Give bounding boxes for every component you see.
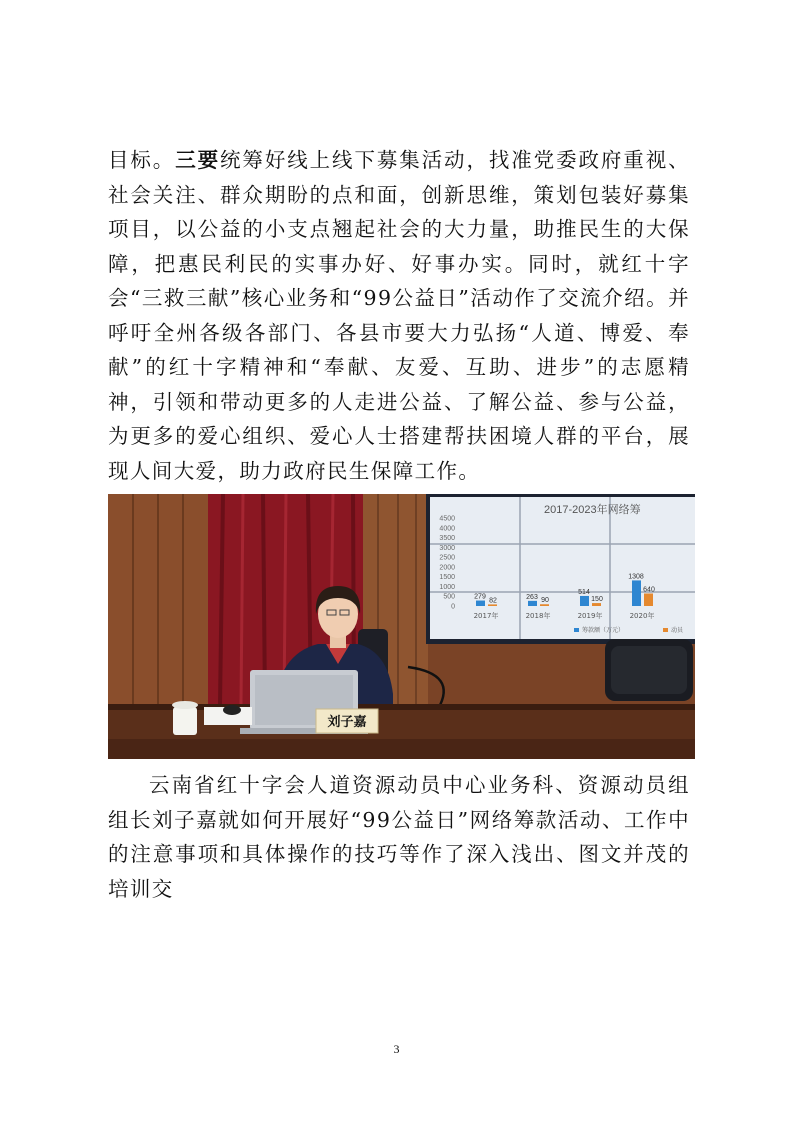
screen-value-count: 640 [643,586,655,594]
screen-y-tick: 500 [443,593,455,601]
screen-bar-amount [580,596,589,606]
page-number: 3 [393,1042,400,1056]
display-screen [426,494,695,644]
mouse [223,705,241,715]
screen-value-amount: 263 [526,593,538,601]
screen-y-tick: 0 [451,603,455,611]
screen-y-tick: 1000 [439,583,455,591]
body-paragraph-2 [108,768,690,906]
screen-legend-amount: 筹款额（万元） [582,628,625,634]
screen-value-count: 82 [489,597,497,605]
screen-value-amount: 1308 [628,573,644,581]
paragraph-text: 云南省红十字会人道资源动员中心业务科、资源动员组组长刘子嘉就如何开展好“99公益日”网络筹款活动、工作中的注意事项和具体操作的技巧等作了深入浅出、图文并茂的培训交 [108,773,690,901]
screen-value-amount: 279 [474,593,486,601]
tea-cup [172,701,198,735]
screen-x-label: 2018年 [525,612,551,620]
screen-bar-amount [528,601,537,606]
screen-bar-amount [476,601,485,606]
screen-y-tick: 1500 [439,574,455,582]
meeting-photo [108,494,695,759]
screen-x-label: 2020年 [629,612,655,620]
screen-bar-amount [632,580,641,606]
empty-chair [605,639,693,701]
screen-value-count: 150 [591,596,603,604]
screen-bar-count [488,604,497,606]
screen-x-label: 2019年 [577,612,603,620]
nameplate [316,709,378,733]
screen-chart-title: 2017-2023年网络筹 [544,504,641,516]
paragraph-bold-phrase: 三要 [175,148,221,172]
screen-y-tick: 4000 [439,525,455,533]
screen-bar-count [592,603,601,606]
screen-bar-count [644,593,653,606]
paragraph-text: 统筹好线上线下募集活动，找准党委政府重视、社会关注、群众期盼的点和面，创新思维，策划包装好募集项目，以公益的小支点翘起社会的大力量，助推民生的大保障，把惠民利民的实事办好、好事办实。同时，就红十字会“三救三献”核心业务和“99公益日”活动作了交流介绍。并呼吁全州各级各部门、各县市要大力弘扬“人道、博爱、奉献”的红十字精神和“奉献、友爱、互助、进步”的志愿精神，引领和带动更多的人走进公益、了解公益、参与公益，为更多的爱心组织、爱心人士搭建帮扶困境人群的平台，展现人间大爱，助力政府民生保障工作。 [108,148,690,483]
screen-y-tick: 2000 [439,564,455,572]
screen-y-tick: 3500 [439,535,455,543]
screen-bar-count [540,604,549,606]
screen-y-tick: 2500 [439,554,455,562]
body-paragraph-1 [108,143,690,488]
screen-legend-count: 动员 [671,628,684,634]
screen-y-tick: 4500 [439,515,455,523]
screen-value-amount: 514 [578,588,590,596]
nameplate-text: 刘子嘉 [327,715,367,730]
screen-x-label: 2017年 [473,612,499,620]
screen-value-count: 90 [541,597,549,605]
paragraph-prefix: 目标。 [108,148,176,172]
screen-y-tick: 3000 [439,544,455,552]
